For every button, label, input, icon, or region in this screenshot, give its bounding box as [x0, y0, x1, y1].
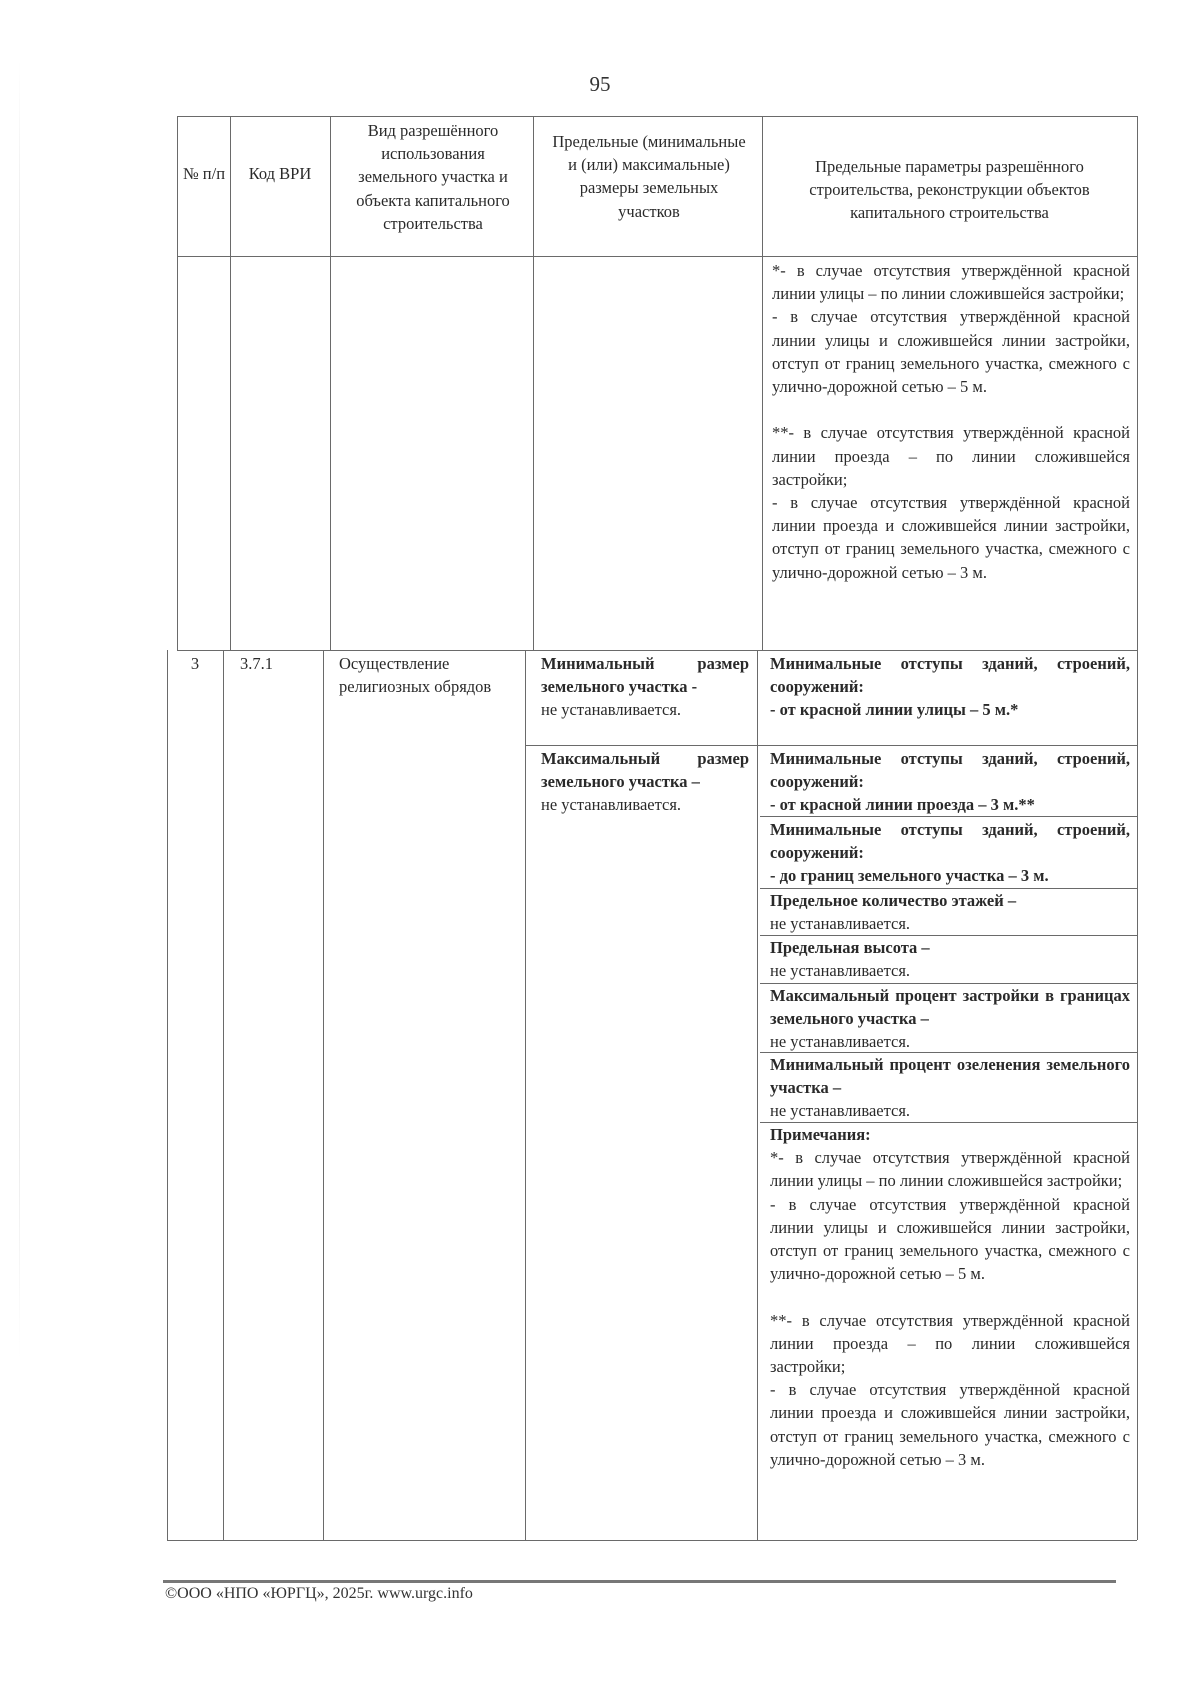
- row3-use: Осуществление религиозных обрядов: [339, 654, 492, 697]
- p5-title: Предельная высота –: [770, 938, 930, 957]
- p6-title: Максимальный процент застройки в границах земельного участка –: [770, 986, 1130, 1029]
- max-size-title: Максимальный размер земельного участка –: [541, 749, 749, 792]
- param-driveway-setback: [770, 747, 1130, 817]
- header-num: № п/п: [182, 164, 226, 183]
- p7-title: Минимальный процент озеленения земельного участка –: [770, 1055, 1130, 1098]
- cont-note-2: - в случае отсутствия утверждённой красной линии улицы и сложившейся линии застройки, отступ от границ земельного участка, смежного с улично-дорожной сетью – 5 м.: [772, 307, 1130, 397]
- p5-value: не устанавливается.: [770, 961, 911, 981]
- row3-notes: [770, 1123, 1130, 1471]
- param-boundary-setback: [770, 818, 1130, 888]
- row3-code: 3.7.1: [240, 654, 273, 673]
- param-street-setback: [770, 652, 1130, 722]
- row3-min-size: [541, 652, 749, 722]
- row3-max-size: [541, 747, 749, 817]
- p1-value: - от красной линии улицы – 5 м.*: [770, 700, 1019, 720]
- p2-title: Минимальные отступы зданий, строений, сооружений:: [770, 749, 1130, 792]
- row3-note-4: - в случае отсутствия утверждённой красной линии проезда и сложившейся линии застройки, отступ от границ земельного участка, смежного с улично-дорожной сетью – 3 м.: [770, 1380, 1130, 1469]
- param-height: [770, 936, 1130, 982]
- row3-num: 3: [190, 654, 200, 673]
- p3-value: - до границ земельного участка – 3 м.: [770, 866, 1049, 886]
- header-size: Предельные (минимальные и (или) максимальные) размеры земельных участков: [552, 132, 746, 221]
- param-min-greenery: [770, 1053, 1130, 1123]
- cont-note-3: **- в случае отсутствия утверждённой красной линии проезда – по линии сложившейся застройки;: [772, 423, 1130, 489]
- row3-note-1: *- в случае отсутствия утверждённой красной линии улицы – по линии сложившейся застройки;: [770, 1148, 1130, 1191]
- continuation-notes: [772, 259, 1130, 584]
- footer-text: ©ООО «НПО «ЮРГЦ», 2025г. www.urgc.info: [165, 1585, 473, 1602]
- header-params: Предельные параметры разрешённого строительства, реконструкции объектов капитального строительства: [809, 157, 1090, 223]
- p3-title: Минимальные отступы зданий, строений, сооружений:: [770, 820, 1130, 863]
- row3-note-3: **- в случае отсутствия утверждённой красной линии проезда – по линии сложившейся застройки;: [770, 1310, 1130, 1377]
- scan-edge: [19, 60, 20, 1360]
- min-size-title: Минимальный размер земельного участка -: [541, 654, 749, 697]
- notes-title: Примечания:: [770, 1125, 871, 1144]
- footer-divider: [163, 1580, 1116, 1583]
- min-size-value: не устанавливается.: [541, 700, 682, 720]
- max-size-value: не устанавливается.: [541, 795, 682, 815]
- header-use: Вид разрешённого использования земельного участка и объекта капитального строительства: [356, 121, 510, 233]
- param-max-coverage: [770, 984, 1130, 1054]
- header-code: Код ВРИ: [248, 164, 312, 183]
- page-number: 95: [589, 72, 611, 96]
- p4-value: не устанавливается.: [770, 914, 911, 934]
- row3-note-2: - в случае отсутствия утверждённой красной линии улицы и сложившейся линии застройки, отступ от границ земельного участка, смежного с улично-дорожной сетью – 5 м.: [770, 1194, 1130, 1284]
- p1-title: Минимальные отступы зданий, строений, сооружений:: [770, 654, 1130, 697]
- p7-value: не устанавливается.: [770, 1101, 911, 1121]
- p4-title: Предельное количество этажей –: [770, 891, 1017, 910]
- cont-note-1: *- в случае отсутствия утверждённой красной линии улицы – по линии сложившейся застройки;: [772, 261, 1130, 304]
- param-floors: [770, 889, 1130, 935]
- p2-value: - от красной линии проезда – 3 м.**: [770, 795, 1035, 815]
- p6-value: не устанавливается.: [770, 1032, 911, 1052]
- cont-note-4: - в случае отсутствия утверждённой красной линии проезда и сложившейся линии застройки, отступ от границ земельного участка, смежного с улично-дорожной сетью – 3 м.: [772, 493, 1130, 582]
